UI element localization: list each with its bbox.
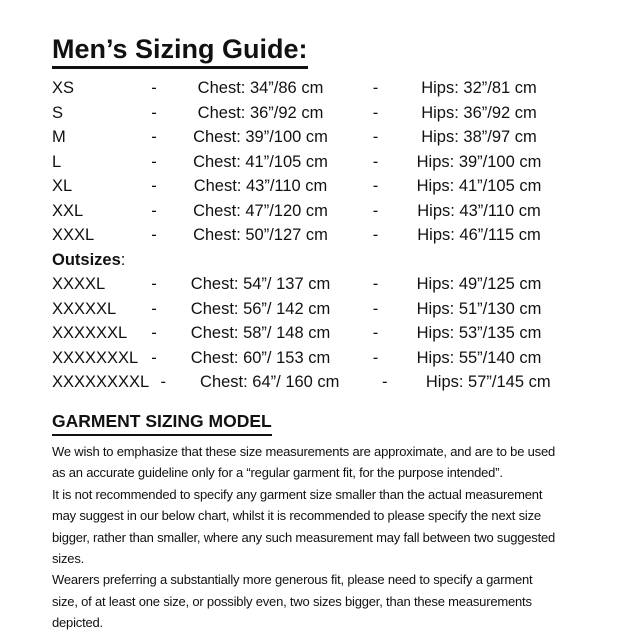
size-label: XL [52,177,73,196]
body-line: We wish to emphasize that these size measurements are approximate, and are to be used [52,443,556,459]
dash-separator: - [372,226,379,245]
hips-value: Hips: 41”/105 cm [416,177,542,196]
body-line: depicted. [52,615,103,631]
hips-value: Hips: 57”/145 cm [425,373,551,392]
garment-model-heading-text: GARMENT SIZING MODEL [52,409,272,436]
dash-separator: - [372,299,379,318]
chest-value: Chest: 41”/105 cm [193,152,328,171]
dash-separator: - [151,152,157,171]
dash-separator: - [381,373,388,392]
dash-separator: - [151,201,157,220]
dash-separator: - [160,373,166,392]
size-label: XXXXXL [52,299,117,318]
size-row [52,101,606,126]
dash-separator: - [372,152,379,171]
outsizes-heading-colon: : [120,250,126,269]
size-row [52,370,606,395]
size-row [52,125,606,150]
chest-value: Chest: 39”/100 cm [193,128,328,147]
dash-separator: - [372,275,379,294]
size-table [52,76,606,395]
size-row [52,223,606,248]
chest-value: Chest: 47”/120 cm [193,201,328,220]
dash-separator: - [151,226,157,245]
chest-value: Chest: 43”/110 cm [193,177,328,196]
hips-value: Hips: 36”/92 cm [421,103,537,122]
dash-separator: - [151,79,157,98]
dash-separator: - [372,324,379,343]
dash-separator: - [151,103,157,122]
hips-value: Hips: 43”/110 cm [417,201,541,220]
hips-value: Hips: 53”/135 cm [416,324,542,343]
chest-value: Chest: 56”/ 142 cm [190,299,331,318]
body-line: size, of at least one size, or possibly even, two sizes bigger, than these measurements [52,593,532,609]
dash-separator: - [372,79,379,98]
hips-value: Hips: 46”/115 cm [417,226,541,245]
size-label: XS [52,79,75,98]
size-row [52,346,606,371]
dash-separator: - [151,275,157,294]
size-label: XXXXXXXL [52,348,139,367]
chest-value: Chest: 60”/ 153 cm [190,348,331,367]
hips-value: Hips: 51”/130 cm [416,299,542,318]
size-label: S [52,103,64,122]
hips-value: Hips: 49”/125 cm [416,275,542,294]
chest-value: Chest: 50”/127 cm [193,226,328,245]
dash-separator: - [372,177,379,196]
chest-value: Chest: 54”/ 137 cm [190,275,331,294]
size-label: XXXXL [52,275,106,294]
outsizes-heading-text: Outsizes [52,250,121,269]
size-row [52,76,606,101]
size-label: XXL [52,201,84,220]
hips-value: Hips: 39”/100 cm [416,152,542,171]
size-row [52,321,606,346]
size-label: M [52,128,66,147]
body-line: as an accurate guideline only for a “regular garment fit, for the purpose intended”. [52,465,503,481]
chest-value: Chest: 36”/92 cm [197,103,324,122]
page-title [52,33,606,69]
size-row [52,150,606,175]
dash-separator: - [151,299,157,318]
dash-separator: - [372,201,379,220]
garment-model-body [52,441,606,634]
hips-value: Hips: 55”/140 cm [416,348,542,367]
dash-separator: - [151,348,157,367]
page-title-text: Men’s Sizing Guide: [52,33,308,69]
size-label: L [52,152,62,171]
dash-separator: - [151,177,157,196]
dash-separator: - [151,128,157,147]
chest-value: Chest: 64”/ 160 cm [200,373,340,392]
body-line: may suggest in our below chart, whilst it is recommended to please specify the next size [52,508,541,524]
dash-separator: - [372,128,379,147]
body-line: bigger, rather than smaller, where any such measurement may fall between two suggested [52,529,556,545]
hips-value: Hips: 38”/97 cm [421,128,537,147]
body-line: sizes. [52,550,85,566]
outsizes-heading [52,248,606,273]
garment-model-heading [52,409,606,436]
size-label: XXXL [52,226,95,245]
dash-separator: - [372,348,379,367]
size-label: XXXXXXXXL [52,373,150,392]
size-row [52,174,606,199]
size-label: XXXXXXL [52,324,128,343]
hips-value: Hips: 32”/81 cm [421,79,537,98]
chest-value: Chest: 34”/86 cm [197,79,324,98]
body-line: Wearers preferring a substantially more generous fit, please need to specify a garment [52,572,533,588]
size-row [52,297,606,322]
dash-separator: - [151,324,157,343]
body-line: It is not recommended to specify any garment size smaller than the actual measurement [52,486,543,502]
size-row [52,199,606,224]
chest-value: Chest: 58”/ 148 cm [190,324,331,343]
size-row [52,272,606,297]
dash-separator: - [372,103,379,122]
